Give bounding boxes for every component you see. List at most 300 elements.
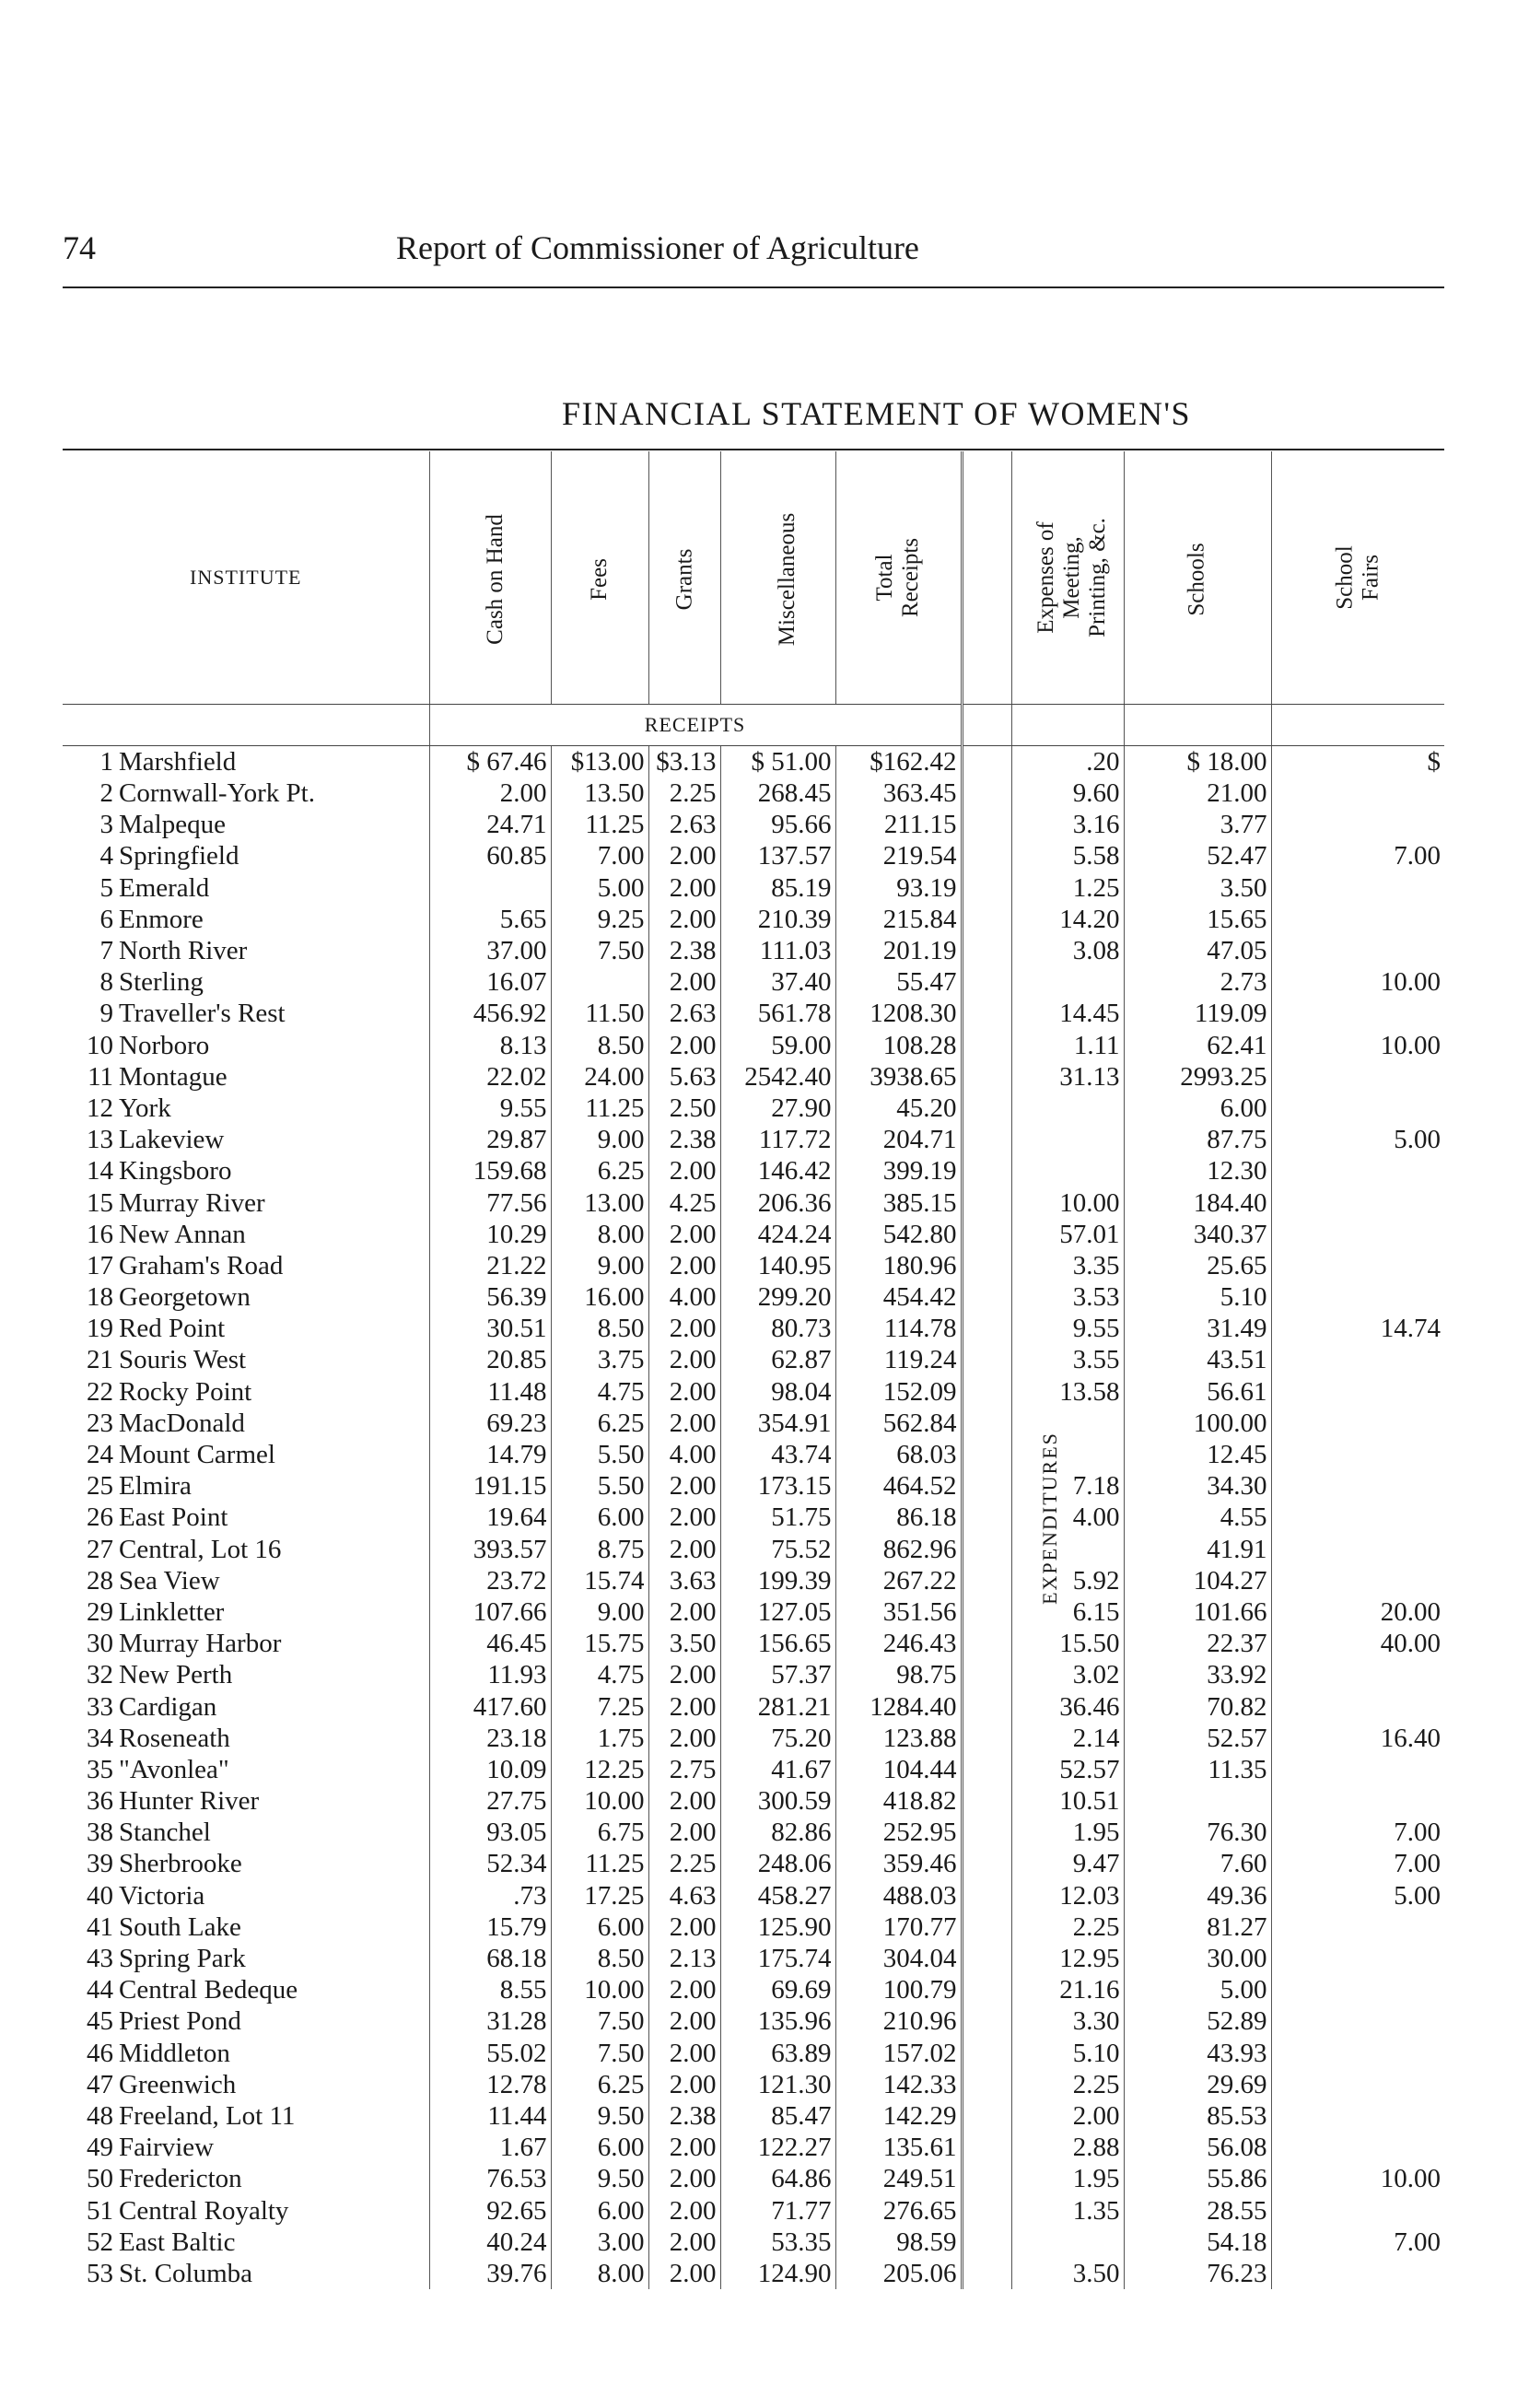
- total-cell: 211.15: [835, 809, 962, 840]
- table-row: [63, 1817, 1444, 1848]
- misc-cell: 75.20: [720, 1723, 835, 1754]
- fees-cell: 5.50: [551, 1470, 648, 1502]
- institute-name: Freeland, Lot 11: [119, 2100, 296, 2131]
- fairs-header: School Fairs: [1271, 451, 1444, 705]
- misc-cell: 248.06: [720, 1848, 835, 1879]
- fees-cell: 8.50: [551, 1313, 648, 1344]
- table-row: [63, 1439, 1444, 1470]
- row-number: 3: [99, 810, 113, 840]
- fairs-cell: [1271, 2132, 1444, 2163]
- table-row: [63, 1281, 1444, 1313]
- cash-cell: 417.60: [429, 1690, 551, 1722]
- institute-name: St. Columba: [119, 2258, 253, 2288]
- row-number: 48: [87, 2100, 113, 2131]
- row-number: 25: [87, 1471, 113, 1502]
- schools-cell: 52.57: [1124, 1723, 1271, 1754]
- misc-cell: 424.24: [720, 1219, 835, 1250]
- expenses-cell: 3.53: [1011, 1281, 1124, 1313]
- total-cell: 119.24: [835, 1344, 962, 1375]
- fees-cell: 10.00: [551, 1785, 648, 1817]
- fairs-cell: 10.00: [1271, 1030, 1444, 1061]
- row-number: 53: [87, 2258, 113, 2288]
- total-cell: 1208.30: [835, 998, 962, 1029]
- cash-cell: 19.64: [429, 1502, 551, 1533]
- misc-cell: 299.20: [720, 1281, 835, 1313]
- expenses-cell: 5.92: [1011, 1565, 1124, 1596]
- fairs-cell: [1271, 1974, 1444, 2005]
- grants-cell: 2.13: [648, 1943, 720, 1974]
- total-cell: 418.82: [835, 1785, 962, 1817]
- institute-name: Fairview: [119, 2133, 215, 2163]
- fees-cell: 9.50: [551, 2163, 648, 2194]
- column-header-row: [63, 451, 1444, 705]
- cash-cell: 2.00: [429, 777, 551, 809]
- institute-name: Norboro: [119, 1030, 210, 1060]
- institute-name: New Annan: [119, 1219, 246, 1249]
- fees-cell: 11.25: [551, 809, 648, 840]
- fees-cell: 11.50: [551, 998, 648, 1029]
- total-cell: 114.78: [835, 1313, 962, 1344]
- fairs-cell: [1271, 1281, 1444, 1313]
- grants-cell: 2.00: [648, 2227, 720, 2258]
- table-row: [63, 1470, 1444, 1502]
- institute-name: South Lake: [119, 1911, 241, 1942]
- expenses-cell: 9.55: [1011, 1313, 1124, 1344]
- fairs-cell: [1271, 2005, 1444, 2037]
- row-number: 13: [87, 1125, 113, 1155]
- cash-cell: 68.18: [429, 1943, 551, 1974]
- fairs-cell: [1271, 1754, 1444, 1785]
- expenses-cell: [1011, 2227, 1124, 2258]
- misc-cell: 122.27: [720, 2132, 835, 2163]
- row-number: 33: [87, 1691, 113, 1722]
- fairs-cell: [1271, 1690, 1444, 1722]
- table-row: [63, 1186, 1444, 1218]
- schools-cell: 76.30: [1124, 1817, 1271, 1848]
- table-row: [63, 840, 1444, 871]
- total-cell: 562.84: [835, 1408, 962, 1439]
- row-number: 15: [87, 1187, 113, 1218]
- expenses-cell: 2.14: [1011, 1723, 1124, 1754]
- misc-cell: 27.90: [720, 1093, 835, 1124]
- cash-cell: 11.44: [429, 2100, 551, 2132]
- cash-cell: 10.29: [429, 1219, 551, 1250]
- fairs-cell: [1271, 1376, 1444, 1408]
- total-cell: 252.95: [835, 1817, 962, 1848]
- fees-cell: 9.00: [551, 1596, 648, 1628]
- cash-cell: 93.05: [429, 1817, 551, 1848]
- grants-cell: 2.38: [648, 1124, 720, 1155]
- fees-cell: 12.25: [551, 1754, 648, 1785]
- row-number: 1: [99, 747, 113, 777]
- table-row: [63, 1408, 1444, 1439]
- schools-cell: 56.08: [1124, 2132, 1271, 2163]
- schools-cell: 70.82: [1124, 1690, 1271, 1722]
- grants-cell: 2.00: [648, 1690, 720, 1722]
- row-number: 52: [87, 2227, 113, 2257]
- institute-name: Murray River: [119, 1187, 265, 1218]
- expenses-cell: 2.25: [1011, 1911, 1124, 1943]
- fees-cell: 7.50: [551, 2005, 648, 2037]
- fairs-cell: 14.74: [1271, 1313, 1444, 1344]
- total-cell: 180.96: [835, 1250, 962, 1281]
- cash-cell: 10.09: [429, 1754, 551, 1785]
- total-cell: 68.03: [835, 1439, 962, 1470]
- expenses-cell: 14.45: [1011, 998, 1124, 1029]
- cash-cell: 5.65: [429, 904, 551, 935]
- row-number: 32: [87, 1660, 113, 1690]
- fees-cell: 24.00: [551, 1061, 648, 1093]
- table-row: [63, 998, 1444, 1029]
- fairs-cell: [1271, 935, 1444, 966]
- fairs-cell: [1271, 1565, 1444, 1596]
- total-cell: 170.77: [835, 1911, 962, 1943]
- grants-cell: 2.00: [648, 2194, 720, 2226]
- fairs-cell: 7.00: [1271, 1848, 1444, 1879]
- institute-name: Enmore: [119, 904, 204, 934]
- cash-cell: 16.07: [429, 966, 551, 998]
- fees-cell: 6.00: [551, 1502, 648, 1533]
- fairs-cell: [1271, 1186, 1444, 1218]
- schools-cell: 3.77: [1124, 809, 1271, 840]
- row-number: 9: [99, 999, 113, 1029]
- row-number: 23: [87, 1408, 113, 1438]
- grants-cell: $3.13: [648, 746, 720, 778]
- cash-cell: 69.23: [429, 1408, 551, 1439]
- table-row: [63, 1093, 1444, 1124]
- fairs-cell: 40.00: [1271, 1628, 1444, 1659]
- table-row: [63, 1061, 1444, 1093]
- row-number: 50: [87, 2164, 113, 2194]
- schools-cell: 55.86: [1124, 2163, 1271, 2194]
- row-number: 11: [88, 1061, 113, 1092]
- cash-cell: 23.18: [429, 1723, 551, 1754]
- section-title: FINANCIAL STATEMENT OF WOMEN'S: [562, 395, 1191, 432]
- cash-cell: $ 67.46: [429, 746, 551, 778]
- misc-cell: 199.39: [720, 1565, 835, 1596]
- fairs-cell: 10.00: [1271, 2163, 1444, 2194]
- row-number: 27: [87, 1534, 113, 1564]
- fees-cell: 8.75: [551, 1534, 648, 1565]
- schools-header: Schools: [1124, 451, 1271, 705]
- misc-cell: 146.42: [720, 1155, 835, 1186]
- table-row: [63, 1880, 1444, 1911]
- table-row: [63, 1723, 1444, 1754]
- misc-cell: 82.86: [720, 1817, 835, 1848]
- grants-cell: 2.63: [648, 809, 720, 840]
- expenses-header: Expenses of Meeting, Printing, &c.: [1011, 451, 1124, 705]
- grants-cell: 2.00: [648, 966, 720, 998]
- cash-cell: 1.67: [429, 2132, 551, 2163]
- table-row: [63, 2258, 1444, 2289]
- schools-cell: 2993.25: [1124, 1061, 1271, 1093]
- row-number: 7: [99, 936, 113, 966]
- expenses-cell: [1011, 1534, 1124, 1565]
- row-number: 44: [87, 1975, 113, 2005]
- table-row: [63, 1785, 1444, 1817]
- cash-cell: 92.65: [429, 2194, 551, 2226]
- misc-cell: 98.04: [720, 1376, 835, 1408]
- fees-cell: 9.25: [551, 904, 648, 935]
- expenses-cell: 6.15: [1011, 1596, 1124, 1628]
- total-cell: 351.56: [835, 1596, 962, 1628]
- grants-cell: 4.63: [648, 1880, 720, 1911]
- fees-cell: 5.00: [551, 872, 648, 904]
- total-cell: 142.29: [835, 2100, 962, 2132]
- row-number: 36: [87, 1786, 113, 1817]
- table-row: [63, 1030, 1444, 1061]
- grants-cell: 2.00: [648, 1313, 720, 1344]
- total-cell: 142.33: [835, 2069, 962, 2100]
- section-rule: [63, 449, 1444, 450]
- expenses-cell: 9.60: [1011, 777, 1124, 809]
- table-row: [63, 1565, 1444, 1596]
- receipts-label-row: [63, 705, 1444, 746]
- institute-name: Lakeview: [119, 1125, 225, 1155]
- table-row: [63, 1344, 1444, 1375]
- total-cell: 93.19: [835, 872, 962, 904]
- fees-cell: 17.25: [551, 1880, 648, 1911]
- row-number: 40: [87, 1880, 113, 1911]
- institute-name: Hunter River: [119, 1786, 260, 1817]
- cash-cell: 60.85: [429, 840, 551, 871]
- table-row: [63, 1943, 1444, 1974]
- grants-cell: 3.50: [648, 1628, 720, 1659]
- fees-cell: 7.25: [551, 1690, 648, 1722]
- fairs-cell: [1271, 904, 1444, 935]
- total-cell: 100.79: [835, 1974, 962, 2005]
- cash-cell: 14.79: [429, 1439, 551, 1470]
- total-cell: 201.19: [835, 935, 962, 966]
- grants-cell: 2.00: [648, 1376, 720, 1408]
- row-number: 28: [87, 1565, 113, 1596]
- institute-name: Linkletter: [119, 1596, 225, 1627]
- institute-name: Greenwich: [119, 2069, 237, 2099]
- fairs-cell: [1271, 998, 1444, 1029]
- fees-cell: 13.50: [551, 777, 648, 809]
- grants-cell: 2.00: [648, 1219, 720, 1250]
- fees-cell: 15.75: [551, 1628, 648, 1659]
- misc-cell: 156.65: [720, 1628, 835, 1659]
- fees-cell: 6.25: [551, 1408, 648, 1439]
- table-row: [63, 1911, 1444, 1943]
- total-cell: 488.03: [835, 1880, 962, 1911]
- row-number: 46: [87, 2038, 113, 2068]
- schools-cell: 47.05: [1124, 935, 1271, 966]
- row-number: 35: [87, 1754, 113, 1784]
- fairs-cell: [1271, 2100, 1444, 2132]
- total-cell: 363.45: [835, 777, 962, 809]
- fees-cell: 6.00: [551, 1911, 648, 1943]
- schools-cell: 31.49: [1124, 1313, 1271, 1344]
- expenses-cell: 15.50: [1011, 1628, 1124, 1659]
- cash-cell: 20.85: [429, 1344, 551, 1375]
- institute-name: Spring Park: [119, 1944, 246, 1974]
- cash-cell: .73: [429, 1880, 551, 1911]
- institute-name: Kingsboro: [119, 1156, 232, 1186]
- schools-cell: 28.55: [1124, 2194, 1271, 2226]
- row-number: 18: [87, 1282, 113, 1313]
- cash-cell: 55.02: [429, 2038, 551, 2069]
- fairs-cell: [1271, 1061, 1444, 1093]
- institute-name: Elmira: [119, 1471, 192, 1502]
- grants-cell: 2.00: [648, 1974, 720, 2005]
- fairs-cell: [1271, 2038, 1444, 2069]
- fees-cell: $13.00: [551, 746, 648, 778]
- total-cell: 86.18: [835, 1502, 962, 1533]
- fees-cell: [551, 966, 648, 998]
- row-number: 22: [87, 1376, 113, 1407]
- misc-cell: 135.96: [720, 2005, 835, 2037]
- grants-cell: 3.63: [648, 1565, 720, 1596]
- expenses-cell: [1011, 1124, 1124, 1155]
- grants-cell: 2.00: [648, 1785, 720, 1817]
- cash-cell: 107.66: [429, 1596, 551, 1628]
- table-row: [63, 2069, 1444, 2100]
- page-number: 74: [63, 229, 96, 266]
- grants-cell: 2.00: [648, 1596, 720, 1628]
- expenses-cell: 2.00: [1011, 2100, 1124, 2132]
- institute-name: Traveller's Rest: [119, 999, 286, 1029]
- cash-cell: 12.78: [429, 2069, 551, 2100]
- expenses-cell: [1011, 1155, 1124, 1186]
- fairs-cell: [1271, 809, 1444, 840]
- cash-cell: 39.76: [429, 2258, 551, 2289]
- fairs-cell: 7.00: [1271, 1817, 1444, 1848]
- expenses-cell: 3.35: [1011, 1250, 1124, 1281]
- institute-name: Central, Lot 16: [119, 1534, 282, 1564]
- grants-cell: 2.63: [648, 998, 720, 1029]
- fairs-cell: [1271, 1659, 1444, 1690]
- total-cell: 152.09: [835, 1376, 962, 1408]
- grants-cell: 2.00: [648, 2132, 720, 2163]
- misc-cell: 175.74: [720, 1943, 835, 1974]
- schools-cell: 43.93: [1124, 2038, 1271, 2069]
- expenses-cell: 2.88: [1011, 2132, 1124, 2163]
- grants-cell: 2.00: [648, 1344, 720, 1375]
- grants-cell: 2.00: [648, 1723, 720, 1754]
- misc-cell: 210.39: [720, 904, 835, 935]
- row-number: 5: [99, 872, 113, 903]
- grants-cell: 2.75: [648, 1754, 720, 1785]
- fairs-cell: [1271, 2258, 1444, 2289]
- institute-name: East Baltic: [119, 2227, 236, 2257]
- fees-cell: 6.25: [551, 2069, 648, 2100]
- misc-header: Miscellaneous: [720, 451, 835, 705]
- cash-cell: 11.93: [429, 1659, 551, 1690]
- total-header: Total Receipts: [835, 451, 962, 705]
- grants-cell: 2.00: [648, 2258, 720, 2289]
- fees-cell: 3.75: [551, 1344, 648, 1375]
- institute-name: MacDonald: [119, 1408, 245, 1438]
- cash-cell: 8.55: [429, 1974, 551, 2005]
- total-cell: 304.04: [835, 1943, 962, 1974]
- grants-cell: 2.00: [648, 1408, 720, 1439]
- institute-name: Malpeque: [119, 810, 226, 840]
- table-body: [63, 746, 1444, 2290]
- cash-cell: 24.71: [429, 809, 551, 840]
- fairs-cell: [1271, 1439, 1444, 1470]
- total-cell: 135.61: [835, 2132, 962, 2163]
- grants-cell: 2.00: [648, 872, 720, 904]
- total-cell: 98.75: [835, 1659, 962, 1690]
- fairs-cell: 20.00: [1271, 1596, 1444, 1628]
- table-row: [63, 1974, 1444, 2005]
- schools-cell: 62.41: [1124, 1030, 1271, 1061]
- total-cell: 862.96: [835, 1534, 962, 1565]
- expenses-cell: 3.16: [1011, 809, 1124, 840]
- table-row: [63, 2038, 1444, 2069]
- row-number: 8: [99, 967, 113, 998]
- table-row: [63, 1659, 1444, 1690]
- schools-cell: 52.89: [1124, 2005, 1271, 2037]
- institute-name: Montague: [119, 1061, 228, 1092]
- misc-cell: 80.73: [720, 1313, 835, 1344]
- institute-name: Murray Harbor: [119, 1629, 282, 1659]
- table-row: [63, 2227, 1444, 2258]
- institute-name: Priest Pond: [119, 2006, 241, 2037]
- grants-cell: 2.00: [648, 1817, 720, 1848]
- fees-cell: 7.00: [551, 840, 648, 871]
- institute-name: Red Point: [119, 1314, 226, 1344]
- fees-cell: 6.25: [551, 1155, 648, 1186]
- expenses-cell: 3.08: [1011, 935, 1124, 966]
- total-cell: 464.52: [835, 1470, 962, 1502]
- schools-cell: 101.66: [1124, 1596, 1271, 1628]
- schools-cell: 3.50: [1124, 872, 1271, 904]
- schools-cell: 56.61: [1124, 1376, 1271, 1408]
- misc-cell: 62.87: [720, 1344, 835, 1375]
- misc-cell: 59.00: [720, 1030, 835, 1061]
- grants-cell: 2.00: [648, 1911, 720, 1943]
- misc-cell: $ 51.00: [720, 746, 835, 778]
- fairs-cell: [1271, 1785, 1444, 1817]
- institute-name: Roseneath: [119, 1723, 230, 1753]
- expenses-cell: 12.03: [1011, 1880, 1124, 1911]
- cash-cell: 46.45: [429, 1628, 551, 1659]
- fees-cell: 6.75: [551, 1817, 648, 1848]
- row-number: 19: [87, 1314, 113, 1344]
- fairs-cell: [1271, 1155, 1444, 1186]
- grants-cell: 4.00: [648, 1281, 720, 1313]
- misc-cell: 37.40: [720, 966, 835, 998]
- institute-name: Sherbrooke: [119, 1849, 242, 1879]
- cash-cell: 191.15: [429, 1470, 551, 1502]
- expenses-cell: [1011, 1093, 1124, 1124]
- institute-name: Rocky Point: [119, 1376, 252, 1407]
- misc-cell: 354.91: [720, 1408, 835, 1439]
- expenses-cell: 2.25: [1011, 2069, 1124, 2100]
- expenses-cell: 3.30: [1011, 2005, 1124, 2037]
- row-number: 21: [87, 1345, 113, 1375]
- row-number: 34: [87, 1723, 113, 1753]
- schools-cell: 12.30: [1124, 1155, 1271, 1186]
- fees-cell: 8.50: [551, 1030, 648, 1061]
- expenses-cell: 14.20: [1011, 904, 1124, 935]
- total-cell: $162.42: [835, 746, 962, 778]
- expenses-cell: .20: [1011, 746, 1124, 778]
- schools-cell: 340.37: [1124, 1219, 1271, 1250]
- cash-cell: 22.02: [429, 1061, 551, 1093]
- expenses-cell: 10.00: [1011, 1186, 1124, 1218]
- misc-cell: 300.59: [720, 1785, 835, 1817]
- total-cell: 157.02: [835, 2038, 962, 2069]
- misc-cell: 75.52: [720, 1534, 835, 1565]
- fairs-cell: [1271, 1250, 1444, 1281]
- total-cell: 276.65: [835, 2194, 962, 2226]
- grants-cell: 2.00: [648, 840, 720, 871]
- institute-header: INSTITUTE: [63, 451, 429, 705]
